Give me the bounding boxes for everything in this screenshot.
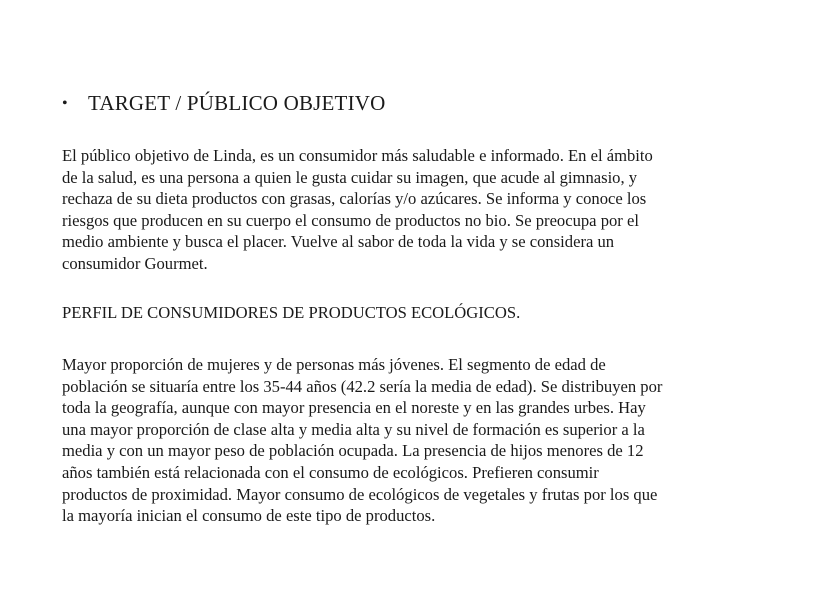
paragraph-line: población se situaría entre los 35-44 años (42.2 sería la media de edad). Se distribuyen por (62, 376, 663, 396)
subheading-line: PERFIL DE CONSUMIDORES DE PRODUCTOS ECOLÓGICOS. (62, 303, 521, 322)
bullet-icon: • (62, 95, 68, 112)
paragraph-line: la mayoría inician el consumo de este tipo de productos. (62, 506, 436, 526)
consumer-profile-subheading (62, 302, 762, 324)
paragraph-line: riesgos que producen en su cuerpo el consumo de productos no bio. Se preocupa por el (62, 210, 639, 230)
paragraph-line: productos de proximidad. Mayor consumo de ecológicos de vegetales y frutas por los que (62, 484, 658, 504)
paragraph-line: Mayor proporción de mujeres y de personas más jóvenes. El segmento de edad de (62, 355, 606, 374)
paragraph-line: una mayor proporción de clase alta y media alta y su nivel de formación es superior a la (62, 419, 645, 439)
paragraph-line: media y con un mayor peso de población ocupada. La presencia de hijos menores de 12 (62, 441, 644, 461)
section-heading (62, 90, 386, 117)
target-audience-paragraph (62, 145, 762, 275)
paragraph-line: toda la geografía, aunque con mayor presencia en el noreste y en las grandes urbes. Hay (62, 398, 646, 418)
paragraph-line: El público objetivo de Linda, es un consumidor más saludable e informado. En el ámbito (62, 146, 653, 165)
paragraph-line: consumidor Gourmet. (62, 253, 208, 273)
paragraph-line: de la salud, es una persona a quien le gusta cuidar su imagen, que acude al gimnasio, y (62, 167, 638, 187)
section-title: TARGET / PÚBLICO OBJETIVO (88, 91, 386, 115)
consumer-profile-paragraph (62, 354, 762, 527)
paragraph-line: años también está relacionada con el consumo de ecológicos. Prefieren consumir (62, 462, 599, 482)
paragraph-line: medio ambiente y busca el placer. Vuelve al sabor de toda la vida y se considera un (62, 232, 615, 252)
paragraph-line: rechaza de su dieta productos con grasas, calorías y/o azúcares. Se informa y conoce los (62, 189, 647, 209)
